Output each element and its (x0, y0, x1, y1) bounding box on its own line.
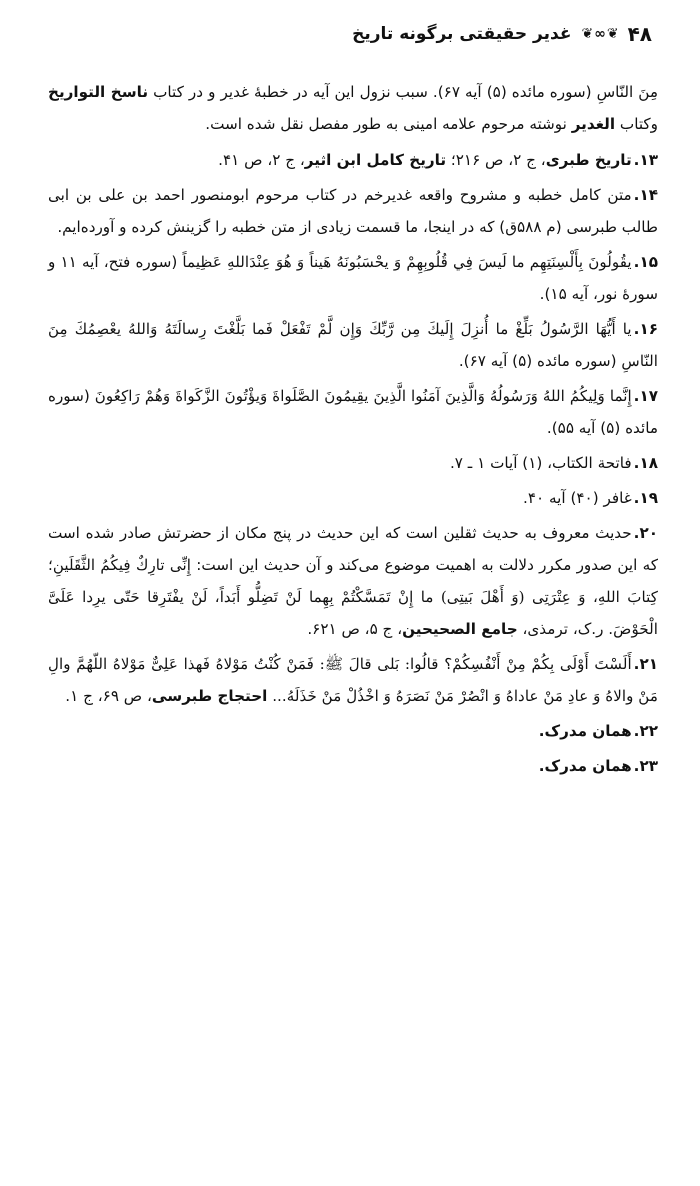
footnote-text: (سوره مائده (۵) آیه ۶۷). (458, 352, 622, 370)
footnote-text: غافر (۴۰) آیه ۴۰. (523, 489, 632, 507)
source-title: جامع الصحیحین (402, 620, 518, 638)
running-header (48, 16, 652, 52)
footnote-number: ۲۳. (633, 757, 658, 775)
footnotes-body (48, 76, 658, 785)
footnote-number: ۱۵. (633, 253, 658, 271)
intro-paragraph (48, 76, 658, 140)
footnote-number: ۱۴. (633, 186, 658, 204)
footnote-text: . ر.ک، ترمذی، (517, 620, 614, 638)
footnote-number: ۱۳. (633, 151, 658, 169)
footnote-text: ، ج ۵، ص ۶۲۱. (307, 620, 403, 638)
ornament-icon: ❦∞❦ (581, 26, 620, 42)
footnote-item (48, 313, 658, 377)
footnote-number: ۲۱. (633, 655, 658, 673)
footnote-item (48, 648, 658, 712)
footnote-number: ۲۰. (633, 524, 658, 542)
footnote-text: (سوره فتح، آیه ۱۱ و سورهٔ نور، آیه ۱۵). (48, 253, 658, 303)
page-number: ۴۸ (627, 22, 652, 46)
footnote-number: ۱۶. (633, 320, 658, 338)
source-title: احتجاج طبرسی (151, 687, 268, 705)
quran-hadith-text: یقُولُونَ بِأَلْسِنَتِهِم ما لَیسَ فِي قُلُوبِهِمْ وَ یحْسَبُونَهُ هَیناً وَ هُوَ عِنْدَاللهِ عَظِیماً (182, 253, 632, 271)
footnote-text: ... (267, 687, 287, 705)
footnote-number: ۱۸. (633, 454, 658, 472)
footnote-item (48, 482, 658, 514)
footnote-text: حدیث معروف به حدیث ثقلین است که این حدیث در پنج مکان از حضرتش صادر شده است که این صدور مکرر دلالت به اهمیت موضوع می‌کند و آن حدیث این است: (48, 524, 658, 574)
source-title: تاریخ کامل ابن اثیر (304, 151, 447, 169)
intro-text-1: مِنَ النّاسِ (سوره مائده (۵) آیه ۶۷). سبب نزول این آیه در خطبهٔ غدیر و در کتاب (148, 83, 658, 101)
quran-hadith-text: أَلَسْتَ أَوْلَی بِكُمْ مِنْ أَنْفُسِكُمْ؟ قالُوا: بَلی قالَ ﷺ: فَمَنْ كُنْتُ مَوْلاهُ فَهذا عَلِیٌّ مَوْلاهُ اللّهُمَّ والِ مَنْ والاهُ وَ عادِ مَنْ عاداهُ وَ انْصُرْ مَنْ نَصَرَهُ وَ اخْذُلْ مَنْ خَذَلَهُ (48, 655, 658, 705)
footnote-list (48, 144, 658, 782)
footnote-item (48, 246, 658, 310)
footnote-item (48, 179, 658, 243)
footnote-item (48, 380, 658, 444)
footnote-item (48, 447, 658, 479)
quran-hadith-text: إِنِّی تارِكٌ فِیكُمُ الثَّقَلَینِ؛ كِتابَ اللهِ، وَ عِتْرَتِی (وَ أَهْلَ بَیتِی) ما إِنْ تَمَسَّكْتُمْ بِهِما لَنْ تَضِلُّو أَبَداً، لَنْ یفْتَرِقا حَتّی یرِدا عَلَیَّ الْحَوْضَ (48, 556, 658, 638)
source-nasikh: ناسخ التواریخ (48, 83, 149, 101)
footnote-item (48, 715, 658, 747)
footnote-text: ، ص ۶۹، ج ۱. (65, 687, 152, 705)
source-title: تاریخ طبری (545, 151, 632, 169)
footnote-text: متن کامل خطبه و مشروح واقعه غدیرخم در کتاب مرحوم ابومنصور احمد بن علی بن ابی طالب طبرسی (م ۵۸۸ق) که در اینجا، ما قسمت زیادی از متن خطبه را گزینش کرده و آورده‌ایم. (48, 186, 658, 236)
footnote-number: ۱۷. (633, 387, 658, 405)
intro-text-2: وکتاب (615, 115, 658, 133)
footnote-text: ، ج ۲، ص ۴۱. (218, 151, 305, 169)
footnote-number: ۲۲. (633, 722, 658, 740)
source-title: همان مدرک. (538, 757, 632, 775)
footnote-text: ، ج ۲، ص ۲۱۶؛ (446, 151, 546, 169)
intro-text-3: نوشته مرحوم علامه امینی به طور مفصل نقل شده است. (205, 115, 572, 133)
source-title: همان مدرک. (538, 722, 632, 740)
quran-hadith-text: یا أَیُّهَا الرَّسُولُ بَلِّغْ ما أُنزِلَ إِلَیكَ مِن رَّبِّكَ وَإِن لَّمْ تَفْعَلْ فَما بَلَّغْتَ رِسالَتَهُ وَاللهُ یعْصِمُكَ مِنَ النّاسِ (48, 320, 658, 370)
footnote-text: فاتحة الکتاب، (۱) آیات ۱ ـ ۷. (449, 454, 632, 472)
running-title: غدیر حقیقتی برگونه تاریخ (352, 24, 572, 44)
footnote-item (48, 750, 658, 782)
source-ghadir: الغدیر (571, 115, 616, 133)
footnote-text: (سوره مائده (۵) آیه ۵۵). (48, 387, 658, 437)
footnote-item (48, 517, 658, 645)
footnote-number: ۱۹. (633, 489, 658, 507)
footnote-item (48, 144, 658, 176)
quran-hadith-text: إِنَّما وَلِیكُمُ اللهُ وَرَسُولُهُ وَالَّذِینَ آمَنُوا الَّذِینَ یقِیمُونَ الصَّلَواةَ وَیؤْتُونَ الزَّكَواةَ وَهُمْ رَاكِعُونَ (94, 387, 632, 405)
